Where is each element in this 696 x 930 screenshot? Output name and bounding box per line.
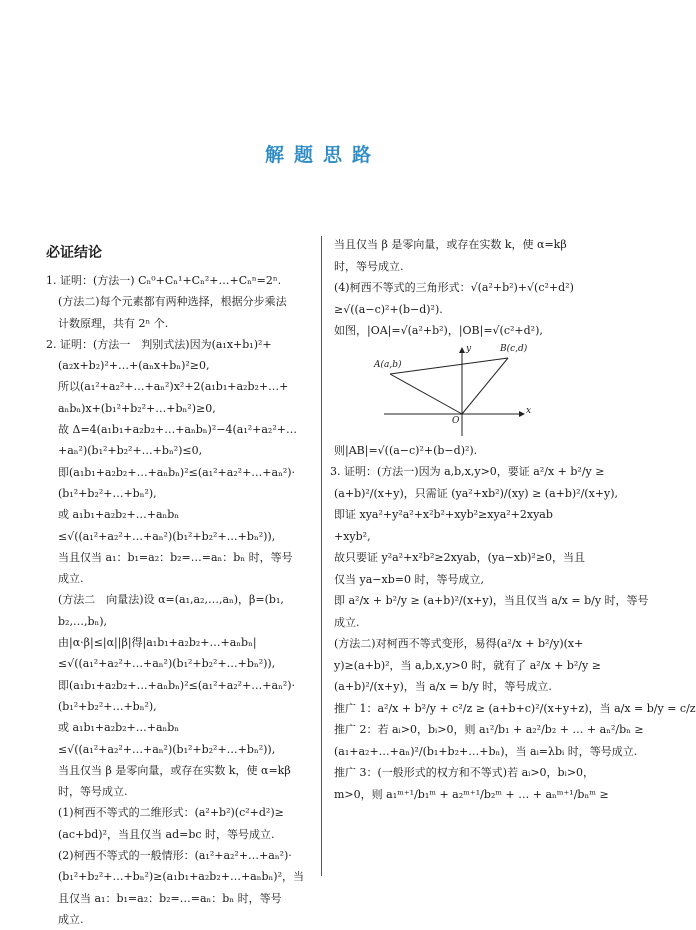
text-line: 成立. <box>58 912 84 926</box>
text-line: (a+b)²/(x+y)，只需证 (ya²+xb²)/(xy) ≥ (a+b)²/(x+y), <box>334 486 619 500</box>
text-line: 成立. <box>334 615 360 629</box>
text-line: 当且仅当 a₁：b₁=a₂：b₂=…=aₙ：bₙ 时，等号 <box>58 550 293 564</box>
text-line: 且仅当 a₁：b₁=a₂：b₂=…=aₙ：bₙ 时，等号 <box>58 891 282 905</box>
vector-figure <box>374 344 602 440</box>
text-line: (1)柯西不等式的二维形式：(a²+b²)(c²+d²)≥ <box>58 806 284 820</box>
text-line: 由|α·β|≤|α||β|得|a₁b₁+a₂b₂+…+aₙbₙ| <box>58 636 257 650</box>
text-line: m>0，则 a₁ᵐ⁺¹/b₁ᵐ + a₂ᵐ⁺¹/b₂ᵐ + … + aₙᵐ⁺¹/bₙᵐ ≥ <box>334 787 609 801</box>
origin-label: O <box>452 415 460 426</box>
text-line: 如图，|OA|=√(a²+b²)，|OB|=√(c²+d²), <box>334 324 543 337</box>
text-line: (b₁²+b₂²+…+bₙ²), <box>58 486 157 500</box>
text-line: +xyb², <box>334 529 371 543</box>
text-line: 所以(a₁²+a₂²+…+aₙ²)x²+2(a₁b₁+a₂b₂+…+ <box>58 380 289 394</box>
text-line: (2)柯西不等式的一般情形：(a₁²+a₂²+…+aₙ²)· <box>58 849 292 863</box>
text-line: 成立. <box>58 572 84 586</box>
text-line: ≤√((a₁²+a₂²+…+aₙ²)(b₁²+b₂²+…+bₙ²)), <box>58 742 276 756</box>
text-line: (方法二)对柯西不等式变形，易得(a²/x + b²/y)(x+ <box>334 637 584 650</box>
text-line: (a₂x+b₂)²+…+(aₙx+bₙ)²≥0, <box>58 359 210 373</box>
text-line: (方法二)每个元素都有两种选择，根据分步乘法 <box>58 295 287 309</box>
text-line: 时，等号成立. <box>334 259 404 273</box>
text-line: +aₙ²)(b₁²+b₂²+…+bₙ²)≤0, <box>58 444 203 458</box>
text-line: ≤√((a₁²+a₂²+…+aₙ²)(b₁²+b₂²+…+bₙ²)), <box>58 657 276 671</box>
text-line: ≥√((a−c)²+(b−d)²). <box>334 302 443 316</box>
text-line: 仅当 ya−xb=0 时，等号成立, <box>334 572 484 586</box>
text-line: b₂,…,bₙ), <box>58 614 108 628</box>
text-line: (b₁²+b₂²+…+bₙ²), <box>58 699 157 713</box>
text-line: 计数原理，共有 2ⁿ 个. <box>58 316 169 330</box>
text-line: 当且仅当 β 是零向量，或存在实数 k，使 α=kβ <box>58 763 291 777</box>
point-a-label: A(a,b) <box>374 359 402 370</box>
text-line: 故只要证 y²a²+x²b²≥2xyab，(ya−xb)²≥0，当且 <box>334 551 586 564</box>
segment-oa <box>390 374 462 414</box>
text-line: y)≥(a+b)²，当 a,b,x,y>0 时，就有了 a²/x + b²/y ≥ <box>334 658 601 672</box>
text-line: 或 a₁b₁+a₂b₂+…+aₙbₙ <box>58 721 180 735</box>
text-line: 故 Δ=4(a₁b₁+a₂b₂+…+aₙbₙ)²−4(a₁²+a₂²+… <box>58 423 297 437</box>
text-line: ≤√((a₁²+a₂²+…+aₙ²)(b₁²+b₂²+…+bₙ²)), <box>58 529 276 543</box>
text-line: 即(a₁b₁+a₂b₂+…+aₙbₙ)²≤(a₁²+a₂²+…+aₙ²)· <box>58 465 296 479</box>
text-line: 2. 证明：(方法一 判别式法)因为(a₁x+b₁)²+ <box>46 337 272 351</box>
y-axis-label: y <box>466 343 472 354</box>
text-line: 3. 证明：(方法一)因为 a,b,x,y>0，要证 a²/x + b²/y ≥ <box>330 465 605 478</box>
column-divider <box>321 236 322 876</box>
text-line: 当且仅当 β 是零向量，或存在实数 k，使 α=kβ <box>334 238 567 251</box>
text-line: 即(a₁b₁+a₂b₂+…+aₙbₙ)²≤(a₁²+a₂²+…+aₙ²)· <box>58 678 296 692</box>
text-line: 推广 2：若 aᵢ>0，bᵢ>0，则 a₁²/b₁ + a₂²/b₂ + … + aₙ²/bₙ ≥ <box>334 723 644 736</box>
text-line: 推广 3：(一般形式的权方和不等式)若 aᵢ>0，bᵢ>0， <box>334 766 595 779</box>
segment-ob <box>462 358 508 414</box>
text-line: 1. 证明：(方法一) Cₙ⁰+Cₙ¹+Cₙ²+…+Cₙⁿ=2ⁿ. <box>46 274 282 287</box>
segment-ab <box>390 358 508 374</box>
text-line: 即 a²/x + b²/y ≥ (a+b)²/(x+y)，当且仅当 a/x = b/y 时，等号 <box>334 594 649 607</box>
text-line: (b₁²+b₂²+…+bₙ²)≥(a₁b₁+a₂b₂+…+aₙbₙ)²，当 <box>58 870 304 884</box>
right-column <box>330 234 696 805</box>
left-column <box>46 270 311 930</box>
x-axis-label: x <box>526 405 532 416</box>
point-b-label: B(c,d) <box>500 343 528 354</box>
text-line: (ac+bd)²，当且仅当 ad=bc 时，等号成立. <box>58 827 275 841</box>
text-line: 时，等号成立. <box>58 785 128 799</box>
text-line: aₙbₙ)x+(b₁²+b₂²+…+bₙ²)≥0, <box>58 401 216 415</box>
section-title: 必证结论 <box>46 245 102 261</box>
page-title: 解题思路 <box>264 144 381 166</box>
text-line: (方法二 向量法)设 α=(a₁,a₂,…,aₙ)，β=(b₁, <box>58 593 284 607</box>
text-line: 或 a₁b₁+a₂b₂+…+aₙbₙ <box>58 508 180 522</box>
text-line: (a+b)²/(x+y)，当 a/x = b/y 时，等号成立. <box>334 680 552 693</box>
text-line: 即证 xya²+y²a²+x²b²+xyb²≥xya²+2xyab <box>334 508 553 521</box>
text-line: (a₁+a₂+…+aₙ)²/(b₁+b₂+…+bₙ)，当 aᵢ=λbᵢ 时，等号成立. <box>334 744 638 758</box>
text-line: 推广 1：a²/x + b²/y + c²/z ≥ (a+b+c)²/(x+y+z)，当 a/x = b/y = c/z <box>334 701 696 715</box>
text-line: (4)柯西不等式的三角形式：√(a²+b²)+√(c²+d²) <box>334 281 574 294</box>
text-line: 则|AB|=√((a−c)²+(b−d)²). <box>334 443 478 457</box>
